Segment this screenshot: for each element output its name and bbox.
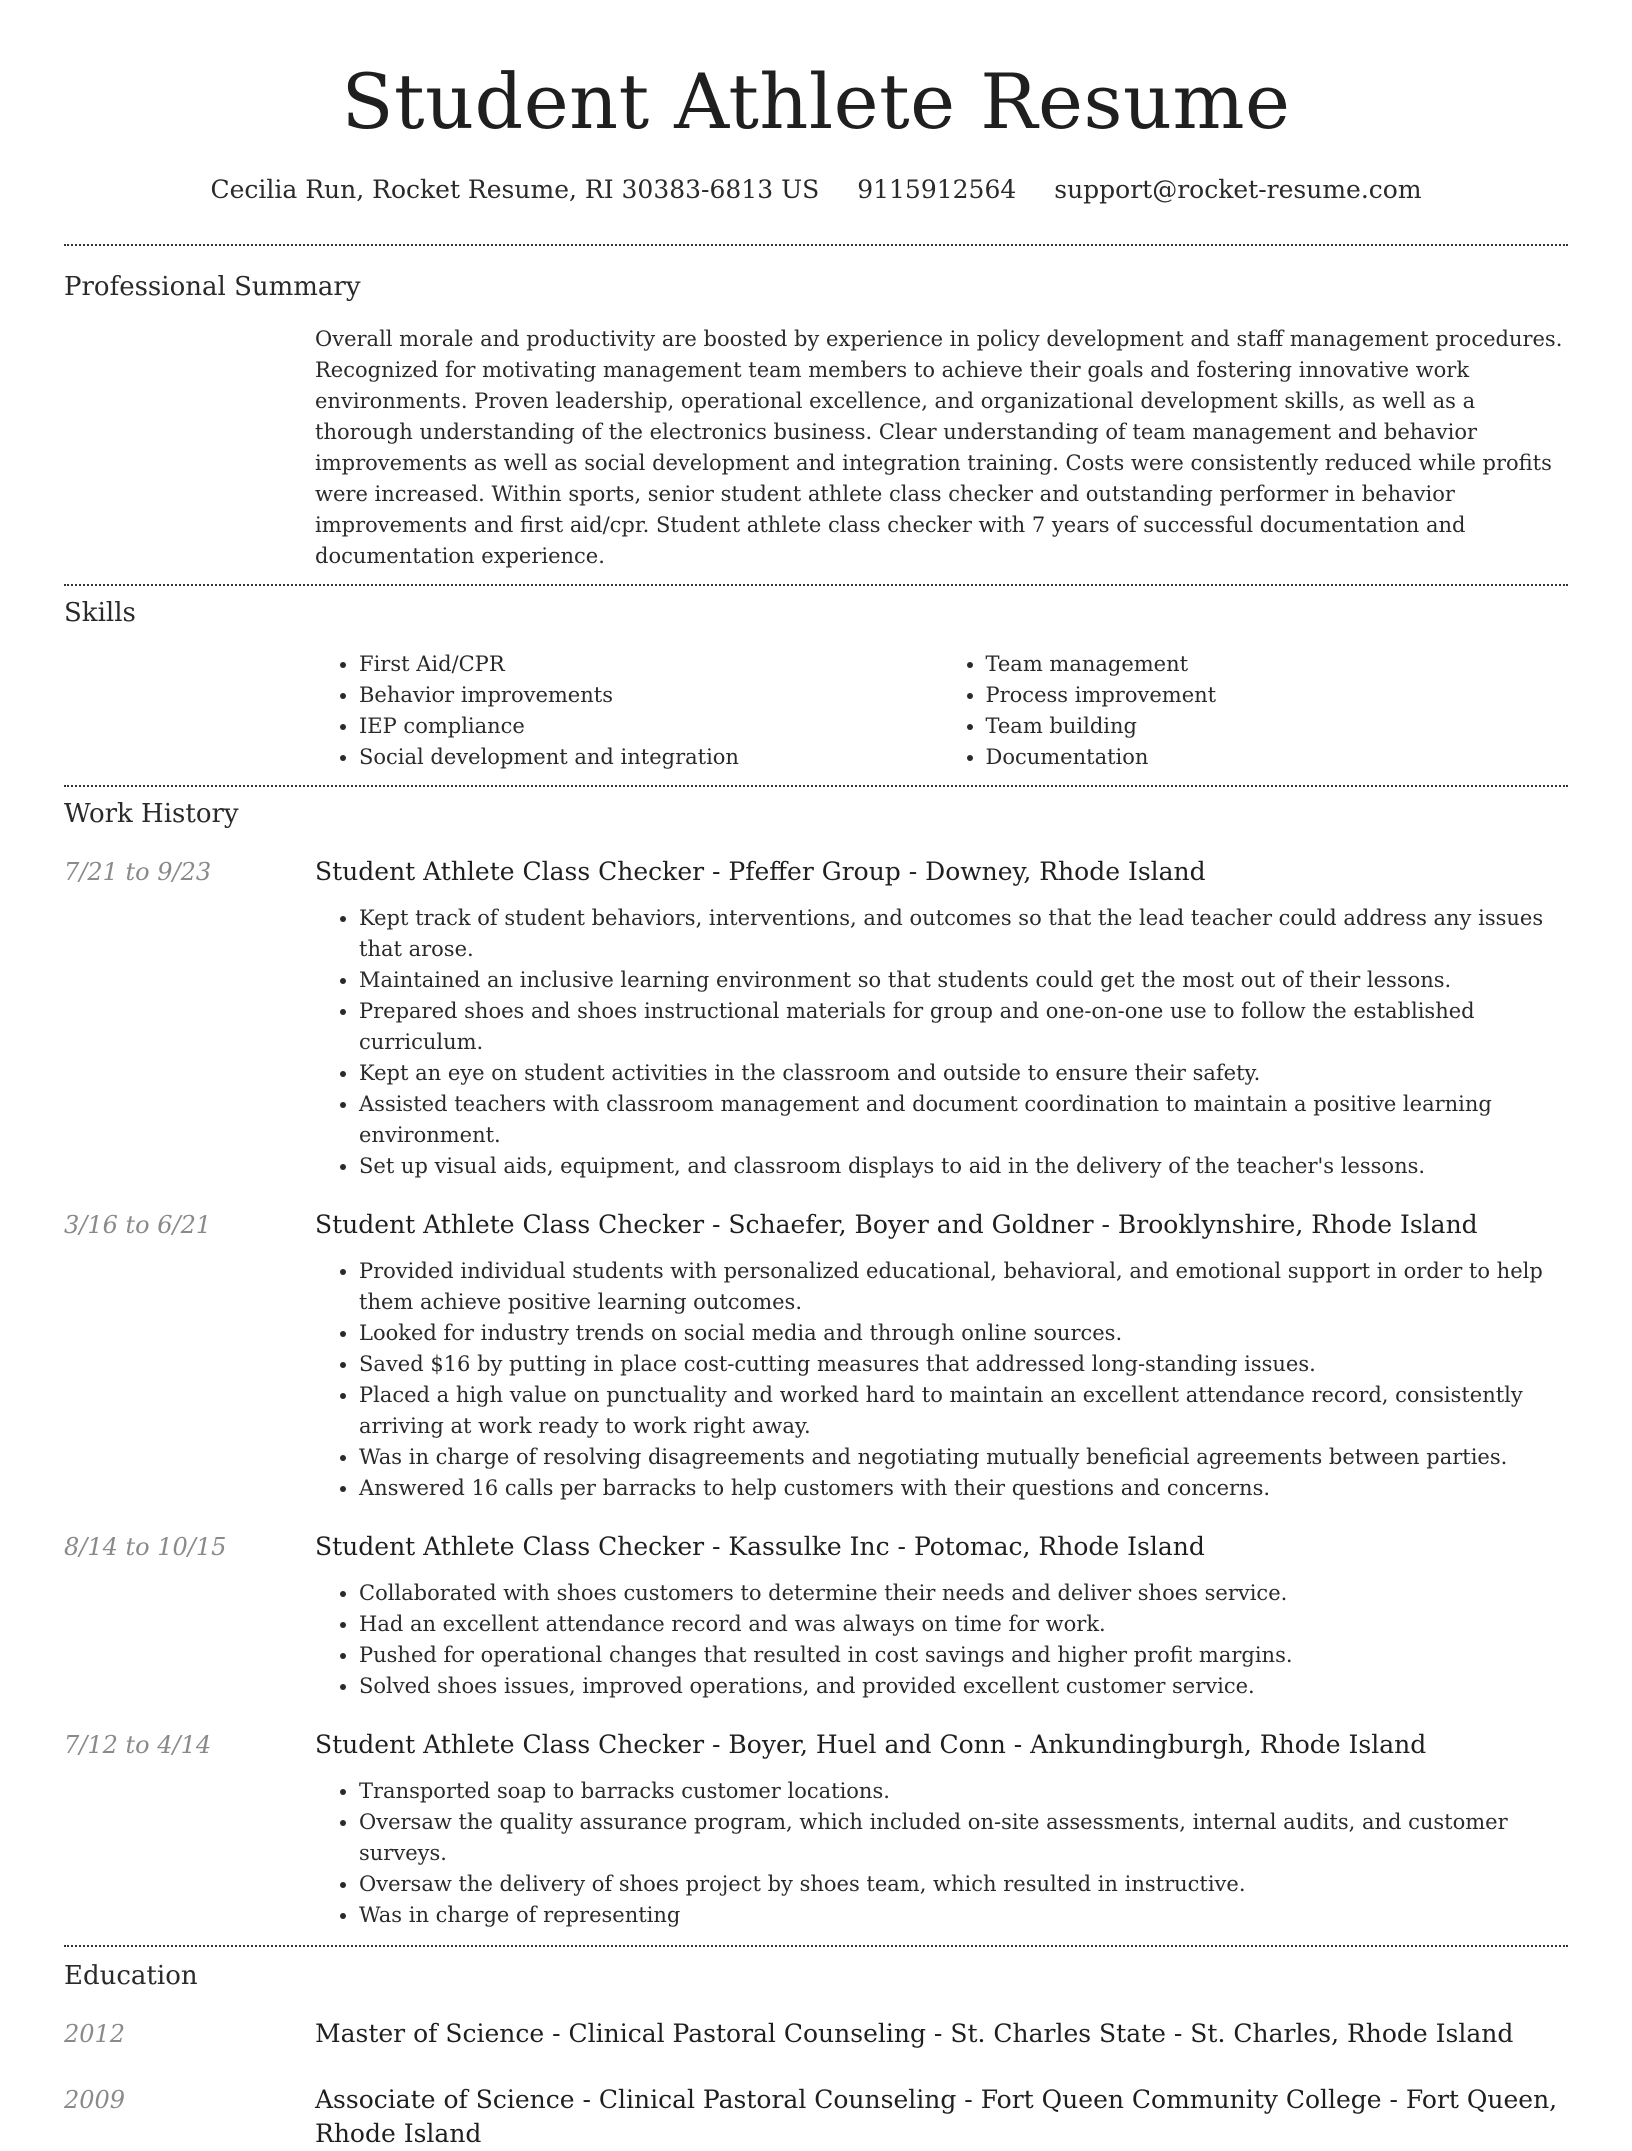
job-details (315, 855, 1568, 1182)
skill-item: • Social development and integration (359, 742, 942, 773)
resume-title: Student Athlete Resume (341, 57, 1291, 146)
job-details (315, 1530, 1568, 1702)
job-entry (64, 1728, 1568, 1945)
list-item: • Oversaw the delivery of shoes project by shoes team, which resulted in instructive. (359, 1869, 1568, 1900)
section-title-skills: Skills (64, 598, 136, 628)
education-details: Master of Science - Clinical Pastoral Counseling - St. Charles State - St. Charles, Rhode Island (315, 2019, 1514, 2048)
education-year: 2012 (64, 2020, 126, 2048)
job-title: Student Athlete Class Checker - Pfeffer Group - Downey, Rhode Island (315, 857, 1206, 886)
section-title-summary: Professional Summary (64, 272, 361, 302)
list-item: • Answered 16 calls per barracks to help customers with their questions and concerns. (359, 1473, 1568, 1504)
list-item: • Oversaw the quality assurance program, which included on-site assessments, internal audits, and customer surveys. (359, 1807, 1568, 1869)
phone: 9115912564 (857, 175, 1017, 204)
job-entry (64, 1530, 1568, 1702)
email: support@rocket-resume.com (1054, 175, 1422, 204)
list-item: • Had an excellent attendance record and was always on time for work. (359, 1609, 1568, 1640)
job-details (315, 1728, 1568, 1931)
section-title-work: Work History (64, 799, 239, 829)
skill-item: • Team building (986, 711, 1569, 742)
education-entry (64, 2083, 1568, 2151)
list-item: • Prepared shoes and shoes instructional materials for group and one-on-one use to follow the established curriculum. (359, 996, 1568, 1058)
job-bullets (315, 903, 1568, 1182)
list-item: • Provided individual students with personalized educational, behavioral, and emotional support in order to help them achieve positive learning outcomes. (359, 1256, 1568, 1318)
list-item: • Set up visual aids, equipment, and classroom displays to aid in the delivery of the teacher's lessons. (359, 1151, 1568, 1182)
job-title: Student Athlete Class Checker - Boyer, Huel and Conn - Ankundingburgh, Rhode Island (315, 1730, 1427, 1759)
skill-item: • First Aid/CPR (359, 649, 942, 680)
job-title: Student Athlete Class Checker - Schaefer, Boyer and Goldner - Brooklynshire, Rhode Island (315, 1210, 1478, 1239)
list-item: • Maintained an inclusive learning environment so that students could get the most out of their lessons. (359, 965, 1568, 996)
skill-item: • Behavior improvements (359, 680, 942, 711)
list-item: • Solved shoes issues, improved operations, and provided excellent customer service. (359, 1671, 1568, 1702)
list-item: • Kept track of student behaviors, interventions, and outcomes so that the lead teacher could address any issues that arose. (359, 903, 1568, 965)
job-bullets (315, 1776, 1568, 1931)
skill-item: • Process improvement (986, 680, 1569, 711)
education-details: Associate of Science - Clinical Pastoral Counseling - Fort Queen Community College - Fort Queen, Rhode Island (315, 2085, 1558, 2148)
list-item: • Was in charge of representing (359, 1900, 1568, 1931)
contact-line (64, 172, 1568, 208)
job-entry (64, 855, 1568, 1182)
summary-text: Overall morale and productivity are boosted by experience in policy development and staff management procedures. Recognized for motivating management team members to achieve their goals and fostering innovative work environments. Proven leadership, operational excellence, and organizational development skills, as well as a thorough understanding of the electronics business. Clear understanding of team management and behavior improvements as well as social development and integration training. Costs were consistently reduced while profits were increased. Within sports, senior student athlete class checker and outstanding performer in behavior improvements and first aid/cpr. Student athlete class checker with 7 years of successful documentation and documentation experience. (315, 327, 1563, 568)
list-item: • Saved $16 by putting in place cost-cutting measures that addressed long-standing issues. (359, 1349, 1568, 1380)
section-title-education: Education (64, 1961, 198, 1991)
list-item: • Collaborated with shoes customers to determine their needs and deliver shoes service. (359, 1578, 1568, 1609)
job-dates: 7/21 to 9/23 (64, 858, 212, 886)
job-title: Student Athlete Class Checker - Kassulke Inc - Potomac, Rhode Island (315, 1532, 1205, 1561)
list-item: • Assisted teachers with classroom management and document coordination to maintain a positive learning environment. (359, 1089, 1568, 1151)
summary-section (64, 246, 1568, 584)
list-item: • Pushed for operational changes that resulted in cost savings and higher profit margins. (359, 1640, 1568, 1671)
education-year: 2009 (64, 2086, 126, 2114)
list-item: • Placed a high value on punctuality and worked hard to maintain an excellent attendance record, consistently arriving at work ready to work right away. (359, 1380, 1568, 1442)
list-item: • Transported soap to barracks customer locations. (359, 1776, 1568, 1807)
work-section (64, 787, 1568, 1945)
list-item: • Was in charge of resolving disagreements and negotiating mutually beneficial agreements between parties. (359, 1442, 1568, 1473)
education-entry (64, 2017, 1568, 2051)
job-details (315, 1208, 1568, 1504)
job-bullets (315, 1256, 1568, 1504)
job-entry (64, 1208, 1568, 1504)
education-section (64, 1947, 1568, 2151)
job-dates: 8/14 to 10/15 (64, 1533, 227, 1561)
skills-grid (315, 649, 1568, 785)
address: Cecilia Run, Rocket Resume, RI 30383-6813 US (210, 175, 820, 204)
job-dates: 7/12 to 4/14 (64, 1731, 212, 1759)
skill-item: • Documentation (986, 742, 1569, 773)
skill-item: • IEP compliance (359, 711, 942, 742)
list-item: • Kept an eye on student activities in the classroom and outside to ensure their safety. (359, 1058, 1568, 1089)
job-bullets (315, 1578, 1568, 1702)
job-dates: 3/16 to 6/21 (64, 1211, 212, 1239)
skills-list-left (315, 649, 942, 773)
skills-section (64, 586, 1568, 785)
list-item: • Looked for industry trends on social media and through online sources. (359, 1318, 1568, 1349)
skills-list-right (942, 649, 1569, 773)
skill-item: • Team management (986, 649, 1569, 680)
